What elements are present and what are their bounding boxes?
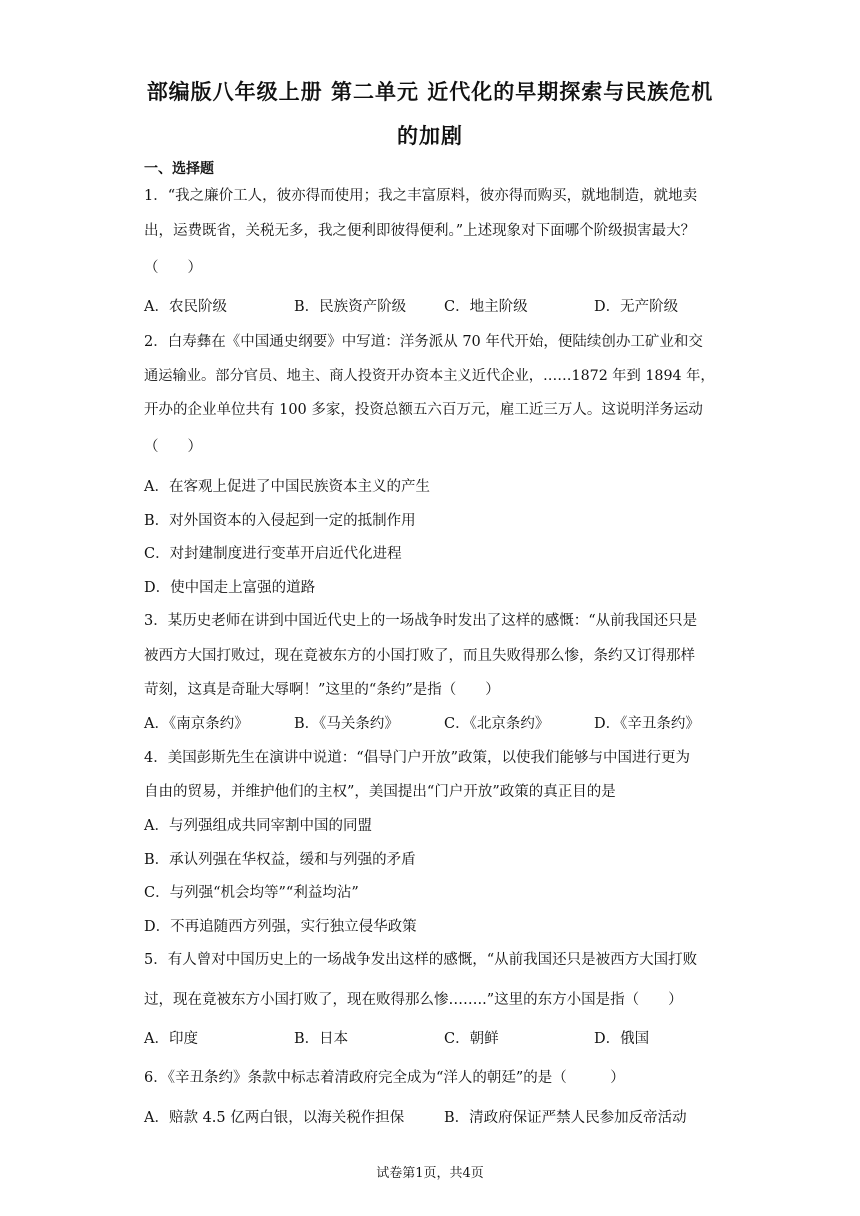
question-1-option-d: D．无产阶级 (594, 299, 679, 315)
question-5-option-a: A．印度 (144, 1031, 198, 1047)
question-5-option-b: B．日本 (294, 1031, 349, 1047)
question-2-line-4: （ ） (144, 439, 202, 455)
question-4-line-2: 自由的贸易，并维护他们的主权”，美国提出“门户开放”政策的真正目的是 (144, 784, 616, 800)
page-footer: 试卷第1页，共4页 (376, 1166, 484, 1181)
question-4-option-b: B．承认列强在华权益，缓和与列强的矛盾 (144, 852, 416, 868)
question-3-option-c: C．《北京条约》 (444, 716, 550, 732)
question-1-option-a: A．农民阶级 (144, 299, 227, 315)
question-6-option-b: B．清政府保证严禁人民参加反帝活动 (444, 1110, 687, 1126)
question-3-option-a: A．《南京条约》 (144, 716, 249, 732)
question-4-line-1: 4．美国彭斯先生在演讲中说道：“倡导门户开放”政策，以使我们能够与中国进行更为 (144, 750, 691, 766)
question-5-line-2: 过，现在竟被东方小国打败了，现在败得那么惨……..”这里的东方小国是指（ ） (144, 992, 683, 1008)
question-6-line-1: 6．《辛丑条约》条款中标志着清政府完全成为“洋人的朝廷”的是（ ） (144, 1070, 625, 1086)
question-4-option-a: A．与列强组成共同宰割中国的同盟 (144, 818, 372, 834)
section-heading: 一、选择题 (144, 161, 214, 177)
question-2-line-2: 通运输业。部分官员、地主、商人投资开办资本主义近代企业，……1872 年到 1894 年， (144, 368, 715, 384)
question-1-option-c: C．地主阶级 (444, 299, 528, 315)
question-5-line-1: 5．有人曾对中国历史上的一场战争发出这样的感慨，“从前我国还只是被西方大国打败 (144, 952, 698, 968)
question-2-option-d: D．使中国走上富强的道路 (144, 580, 316, 596)
question-3-option-d: D．《辛丑条约》 (594, 716, 700, 732)
question-2-line-3: 开办的企业单位共有 100 多家，投资总额五六百万元，雇工近三万人。这说明洋务运动 (144, 402, 703, 418)
question-4-option-d: D．不再追随西方列强，实行独立侵华政策 (144, 919, 417, 935)
question-3-option-b: B．《马关条约》 (294, 716, 399, 732)
question-1-line-1: 1．“我之廉价工人，彼亦得而使用；我之丰富原料，彼亦得而购买，就地制造，就地卖 (144, 188, 698, 204)
question-5-option-d: D．俄国 (594, 1031, 650, 1047)
page-title-line-2: 的加剧 (397, 124, 463, 148)
question-5-option-c: C．朝鲜 (444, 1031, 499, 1047)
question-1-line-2: 出，运费既省，关税无多，我之便利即彼得便利。”上述现象对下面哪个阶级损害最大？ (144, 223, 696, 239)
question-2-line-1: 2．白寿彝在《中国通史纲要》中写道：洋务派从 70 年代开始，便陆续创办工矿业和交 (144, 334, 703, 350)
question-4-option-c: C．与列强“机会均等”“利益均沾” (144, 885, 359, 901)
page-title-line-1: 部编版八年级上册 第二单元 近代化的早期探索与民族危机 (146, 80, 714, 104)
question-6-option-a: A．赔款 4.5 亿两白银，以海关税作担保 (144, 1110, 405, 1126)
question-2-option-b: B．对外国资本的入侵起到一定的抵制作用 (144, 513, 416, 529)
question-3-line-1: 3．某历史老师在讲到中国近代史上的一场战争时发出了这样的感慨：“从前我国还只是 (144, 613, 698, 629)
question-2-option-a: A．在客观上促进了中国民族资本主义的产生 (144, 479, 430, 495)
question-2-option-c: C．对封建制度进行变革开启近代化进程 (144, 546, 402, 562)
question-3-line-3: 苛刻，这真是奇耻大辱啊！”这里的“条约”是指（ ） (144, 682, 500, 698)
question-3-line-2: 被西方大国打败过，现在竟被东方的小国打败了，而且失败得那么惨，条约又订得那样 (144, 648, 695, 664)
question-1-option-b: B．民族资产阶级 (294, 299, 407, 315)
question-1-line-3: （ ） (144, 260, 202, 276)
